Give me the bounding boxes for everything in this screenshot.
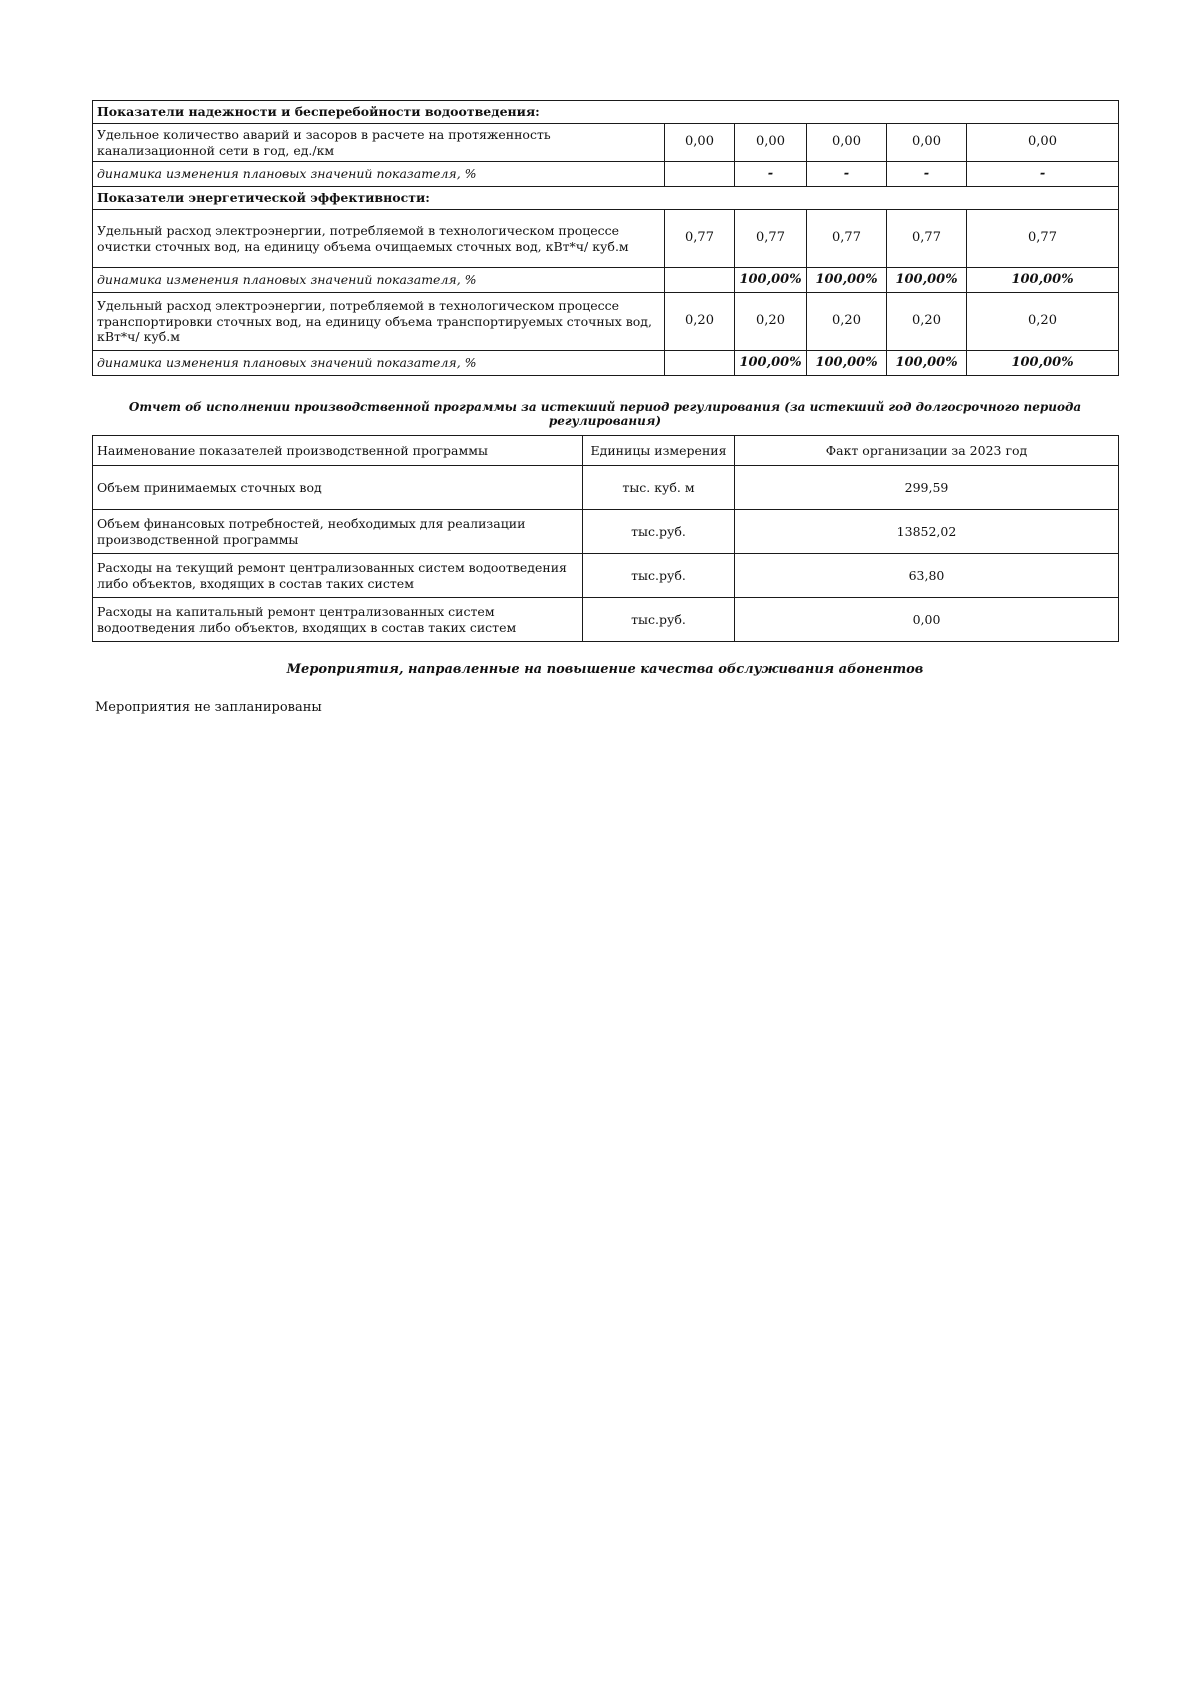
reliability-section-title: Показатели надежности и бесперебойности водоотведения: [93, 101, 1119, 124]
treatment-dynamics-label: динамика изменения плановых значений показателя, % [93, 268, 665, 293]
energy-section-title: Показатели энергетической эффективности: [93, 187, 1119, 210]
treatment-dynamics-value-4: 100,00% [887, 268, 967, 293]
energy-section-row [93, 187, 1119, 210]
report-row-value: 299,59 [735, 466, 1119, 510]
treatment-label: Удельный расход электроэнергии, потребляемой в технологическом процессе очистки сточных вод, на единицу объема очищаемых сточных вод, кВт*ч/ куб.м [93, 210, 665, 268]
accidents-value-3: 0,00 [807, 124, 887, 162]
report-header-row [93, 436, 1119, 466]
treatment-dynamics-value-1 [665, 268, 735, 293]
accidents-row [93, 124, 1119, 162]
report-row-unit: тыс. куб. м [583, 466, 735, 510]
report-row-name: Объем принимаемых сточных вод [93, 466, 583, 510]
treatment-value-4: 0,77 [887, 210, 967, 268]
report-row-value: 63,80 [735, 554, 1119, 598]
report-header-name: Наименование показателей производственной программы [93, 436, 583, 466]
transport-value-3: 0,20 [807, 293, 887, 351]
transport-value-2: 0,20 [735, 293, 807, 351]
transport-label: Удельный расход электроэнергии, потребляемой в технологическом процессе транспортировки сточных вод, на единицу объема транспортируемых сточных вод, кВт*ч/ куб.м [93, 293, 665, 351]
treatment-row [93, 210, 1119, 268]
treatment-value-3: 0,77 [807, 210, 887, 268]
report-row [93, 510, 1119, 554]
measures-title: Мероприятия, направленные на повышение качества обслуживания абонентов [286, 662, 924, 677]
report-row-unit: тыс.руб. [583, 554, 735, 598]
accidents-label: Удельное количество аварий и засоров в расчете на протяженность канализационной сети в год, ед./км [93, 124, 665, 162]
accidents-dynamics-value-4: - [887, 162, 967, 187]
report-table [92, 435, 1119, 642]
treatment-dynamics-value-5: 100,00% [967, 268, 1119, 293]
transport-dynamics-value-5: 100,00% [967, 351, 1119, 376]
indicators-table [92, 100, 1119, 376]
transport-dynamics-value-4: 100,00% [887, 351, 967, 376]
transport-dynamics-value-1 [665, 351, 735, 376]
measures-text: Мероприятия не запланированы [95, 700, 322, 715]
report-title: Отчет об исполнении производственной программы за истекший период регулирования (за истекший год долгосрочного периода регулирования) [128, 400, 1082, 428]
treatment-value-1: 0,77 [665, 210, 735, 268]
reliability-section-row [93, 101, 1119, 124]
transport-dynamics-row [93, 351, 1119, 376]
transport-dynamics-value-3: 100,00% [807, 351, 887, 376]
accidents-dynamics-row [93, 162, 1119, 187]
accidents-dynamics-value-5: - [967, 162, 1119, 187]
accidents-dynamics-value-3: - [807, 162, 887, 187]
report-row-name: Объем финансовых потребностей, необходимых для реализации производственной программы [93, 510, 583, 554]
accidents-value-2: 0,00 [735, 124, 807, 162]
report-row-value: 0,00 [735, 598, 1119, 642]
report-row-name: Расходы на капитальный ремонт централизованных систем водоотведения либо объектов, входящих в состав таких систем [93, 598, 583, 642]
accidents-value-1: 0,00 [665, 124, 735, 162]
treatment-dynamics-value-3: 100,00% [807, 268, 887, 293]
report-header-unit: Единицы измерения [583, 436, 735, 466]
transport-value-4: 0,20 [887, 293, 967, 351]
treatment-value-5: 0,77 [967, 210, 1119, 268]
report-row [93, 466, 1119, 510]
report-row-value: 13852,02 [735, 510, 1119, 554]
transport-value-5: 0,20 [967, 293, 1119, 351]
accidents-dynamics-value-1 [665, 162, 735, 187]
report-row [93, 598, 1119, 642]
transport-dynamics-value-2: 100,00% [735, 351, 807, 376]
accidents-value-4: 0,00 [887, 124, 967, 162]
report-header-fact: Факт организации за 2023 год [735, 436, 1119, 466]
treatment-value-2: 0,77 [735, 210, 807, 268]
accidents-dynamics-label: динамика изменения плановых значений показателя, % [93, 162, 665, 187]
transport-dynamics-label: динамика изменения плановых значений показателя, % [93, 351, 665, 376]
accidents-value-5: 0,00 [967, 124, 1119, 162]
transport-row [93, 293, 1119, 351]
report-row-unit: тыс.руб. [583, 510, 735, 554]
report-row-unit: тыс.руб. [583, 598, 735, 642]
report-row [93, 554, 1119, 598]
report-row-name: Расходы на текущий ремонт централизованных систем водоотведения либо объектов, входящих в состав таких систем [93, 554, 583, 598]
accidents-dynamics-value-2: - [735, 162, 807, 187]
treatment-dynamics-value-2: 100,00% [735, 268, 807, 293]
transport-value-1: 0,20 [665, 293, 735, 351]
treatment-dynamics-row [93, 268, 1119, 293]
